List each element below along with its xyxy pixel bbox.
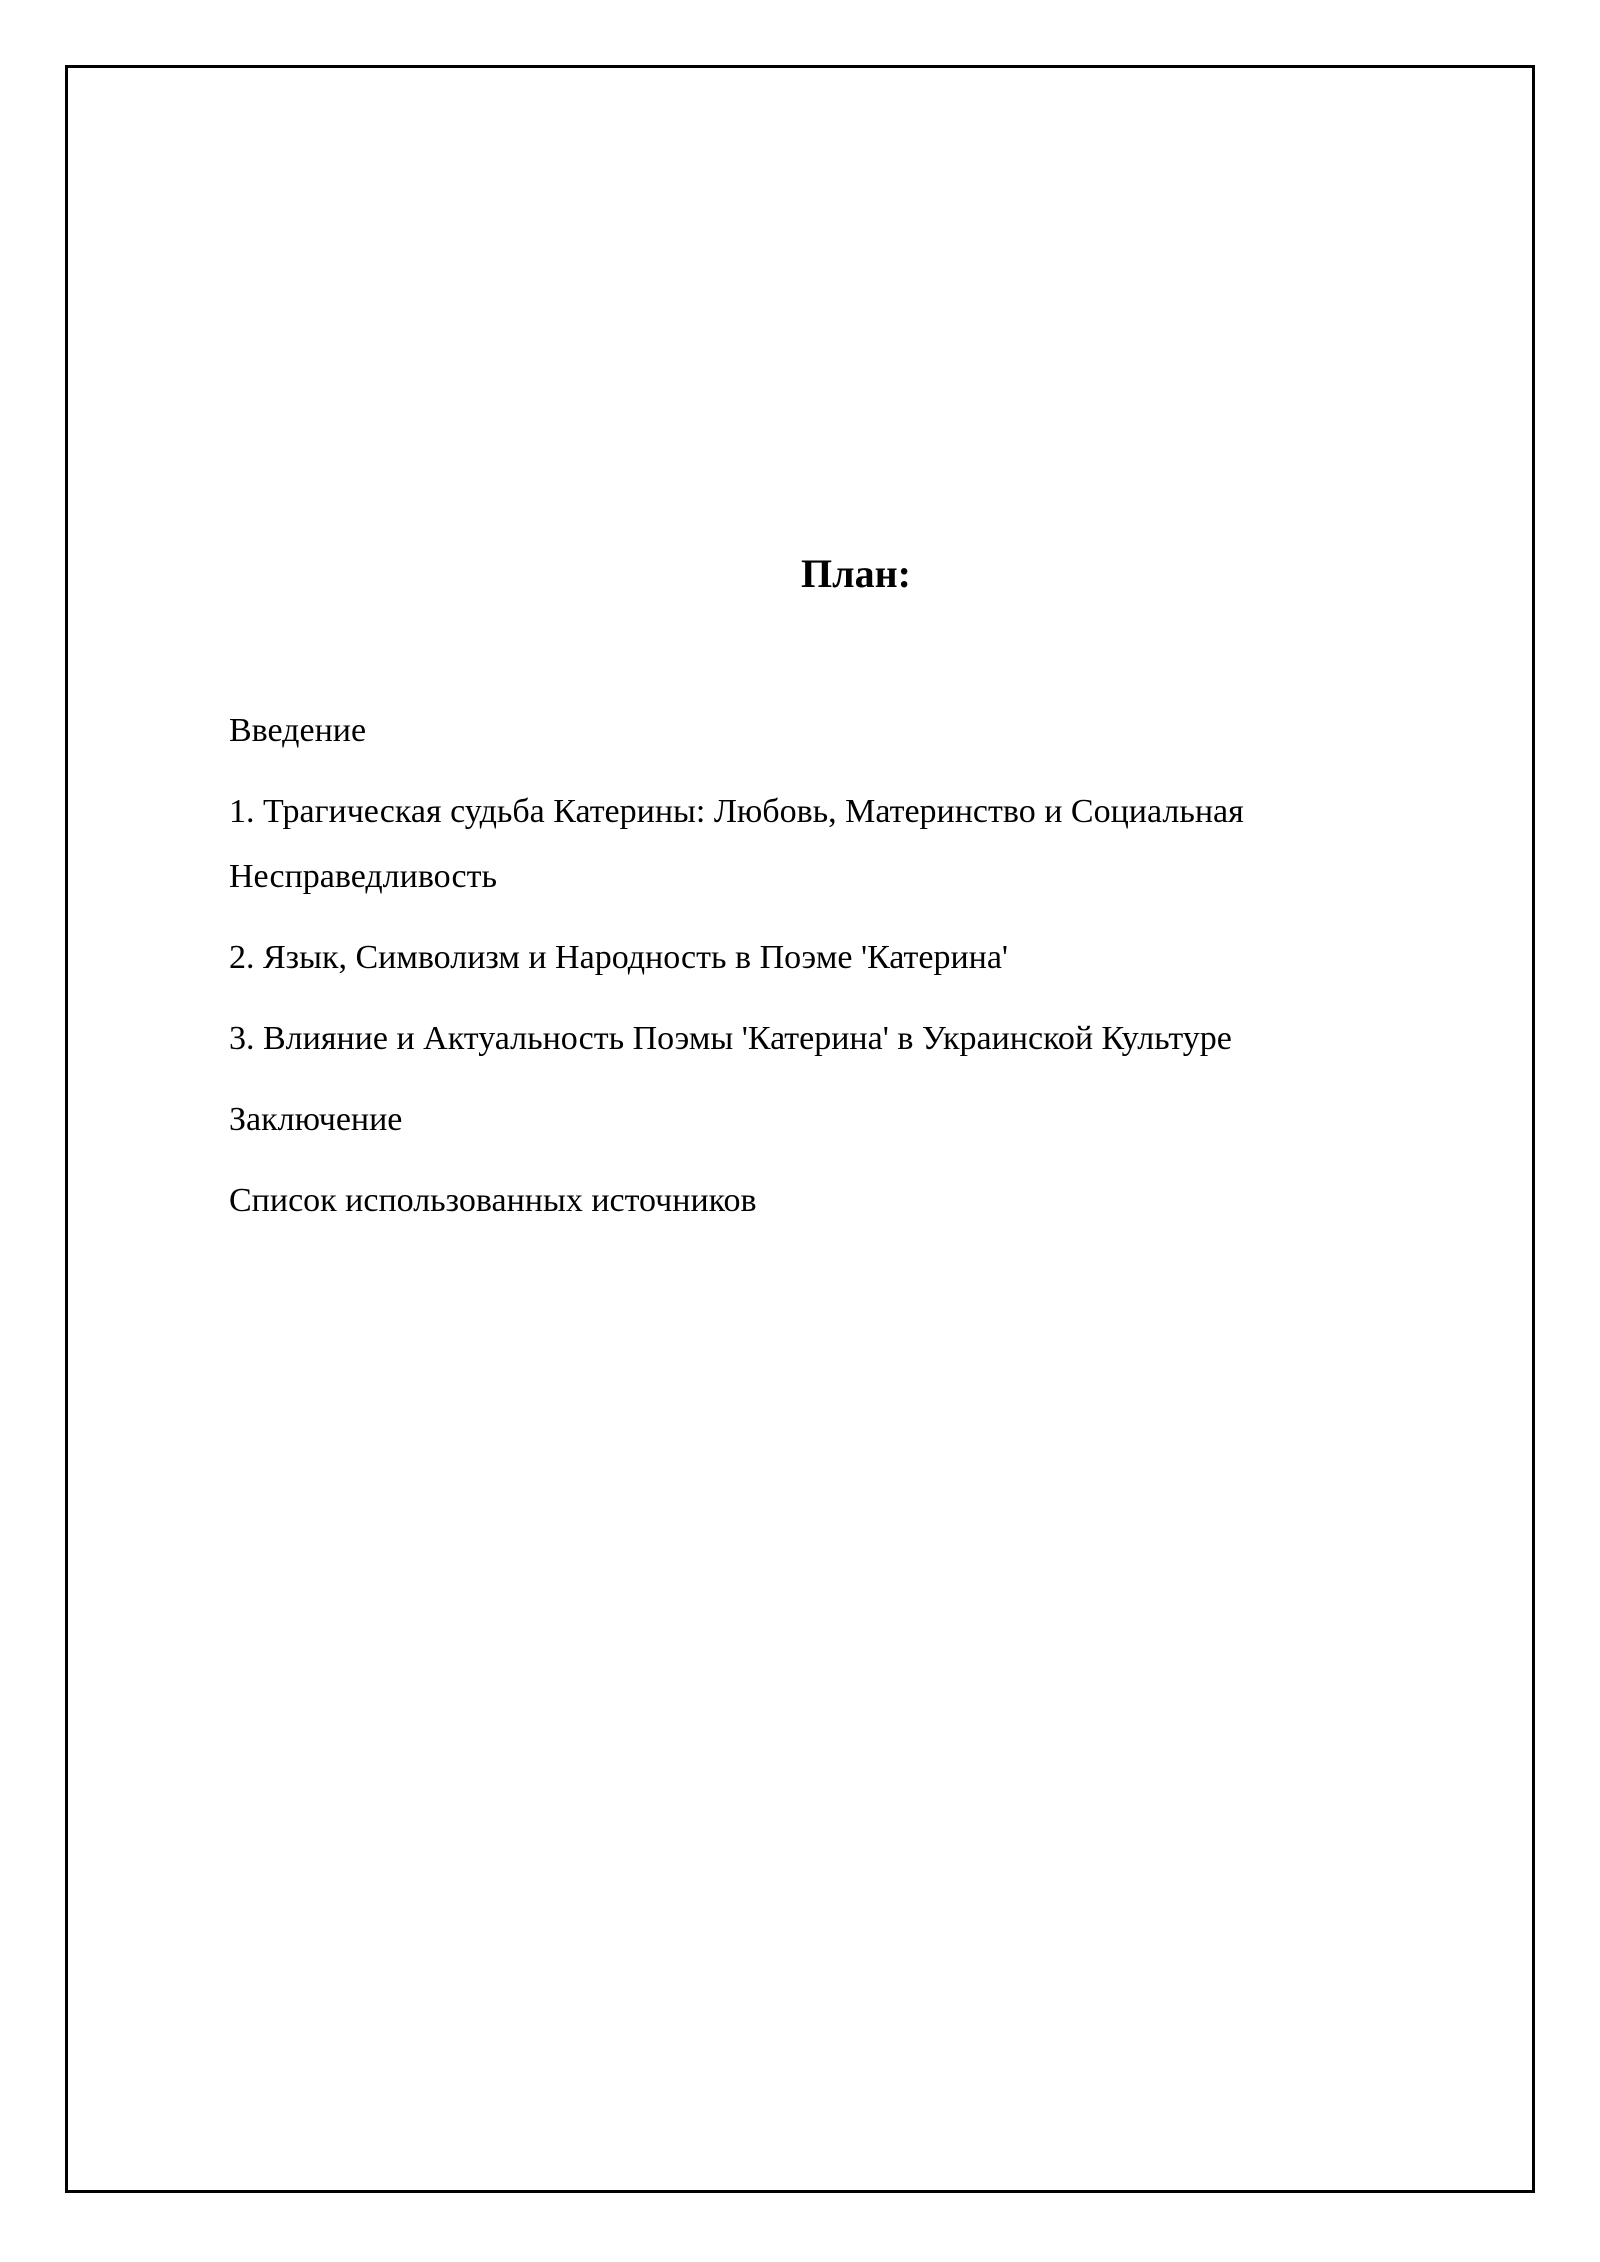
plan-item-conclusion: Заключение (229, 1101, 403, 1138)
page-title: План: (801, 551, 911, 596)
plan-item-chapter-3: 3. Влияние и Актуальность Поэмы 'Катерина' в Украинской Культуре (229, 1020, 1232, 1057)
plan-item-chapter-1: 1. Трагическая судьба Катерины: Любовь, Материнство и Социальная Несправедливость (229, 793, 1244, 895)
plan-item-chapter-2: 2. Язык, Символизм и Народность в Поэме 'Катерина' (229, 939, 1009, 976)
plan-list (229, 698, 1389, 1249)
plan-item-introduction: Введение (229, 712, 367, 749)
plan-item-references: Список использованных источников (229, 1182, 757, 1219)
